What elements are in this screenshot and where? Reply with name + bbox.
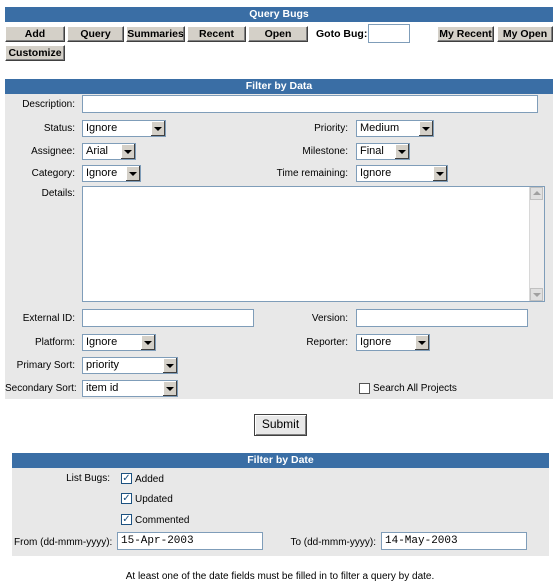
category-value: Ignore	[86, 167, 118, 179]
filter-by-data-header: Filter by Data	[5, 79, 553, 94]
updated-checkbox[interactable]: ✓	[122, 493, 131, 504]
time-remaining-select[interactable]	[356, 165, 448, 182]
to-date-label: To (dd-mmm-yyyy):	[290, 537, 376, 548]
chevron-down-icon[interactable]	[162, 381, 177, 396]
commented-label: Commented	[135, 515, 190, 526]
details-scrollbar[interactable]	[529, 187, 544, 301]
recent-button[interactable]: Recent	[187, 26, 246, 42]
milestone-label: Milestone:	[302, 146, 348, 157]
priority-label: Priority:	[314, 123, 348, 134]
from-date-label: From (dd-mmm-yyyy):	[14, 537, 113, 548]
priority-select[interactable]	[356, 120, 434, 137]
submit-button[interactable]: Submit	[254, 414, 307, 436]
list-bugs-label: List Bugs:	[66, 473, 110, 484]
reporter-value: Ignore	[360, 336, 392, 348]
chevron-down-icon[interactable]	[394, 144, 409, 159]
chevron-down-icon[interactable]	[432, 166, 447, 181]
search-all-projects-checkbox[interactable]	[359, 383, 370, 394]
query-button[interactable]: Query	[67, 26, 124, 42]
platform-label: Platform:	[34, 337, 75, 348]
assignee-value: Arial	[86, 145, 109, 157]
goto-bug-label: Goto Bug:	[316, 28, 368, 40]
chevron-down-icon[interactable]	[162, 358, 177, 373]
add-button[interactable]: Add	[5, 26, 65, 42]
reporter-select[interactable]	[356, 334, 430, 351]
from-date-input[interactable]: 15-Apr-2003	[117, 532, 263, 550]
chevron-down-icon[interactable]	[418, 121, 433, 136]
category-select[interactable]	[82, 165, 141, 182]
commented-checkbox[interactable]: ✓	[122, 514, 131, 525]
version-label: Version:	[311, 313, 348, 324]
platform-select[interactable]	[82, 334, 156, 351]
summaries-button[interactable]: Summaries	[127, 28, 184, 40]
open-button[interactable]: Open	[248, 26, 308, 42]
goto-bug-input[interactable]	[368, 24, 410, 43]
chevron-down-icon[interactable]	[120, 144, 135, 159]
reporter-label: Reporter:	[306, 337, 348, 348]
external-id-input[interactable]	[82, 309, 254, 327]
search-all-projects-label: Search All Projects	[373, 383, 457, 394]
my-recent-button[interactable]: My Recent	[437, 26, 494, 42]
milestone-value: Final	[360, 145, 384, 157]
priority-value: Medium	[360, 122, 400, 134]
scroll-down-icon[interactable]	[530, 288, 543, 301]
added-checkbox[interactable]: ✓	[122, 473, 131, 484]
customize-button[interactable]: Customize	[5, 45, 65, 61]
secondary-sort-value: item id	[86, 382, 119, 394]
query-bugs-header: Query Bugs	[5, 7, 553, 22]
scroll-up-icon[interactable]	[530, 187, 543, 200]
status-select[interactable]	[82, 120, 166, 137]
details-textarea[interactable]	[82, 186, 545, 302]
secondary-sort-label: Secondary Sort:	[5, 383, 77, 394]
filter-by-date-header: Filter by Date	[12, 453, 549, 468]
primary-sort-select[interactable]	[82, 357, 178, 374]
date-filter-note: At least one of the date fields must be filled in to filter a query by date.	[125, 571, 435, 582]
details-label: Details:	[41, 188, 75, 199]
description-input[interactable]	[82, 95, 538, 113]
version-input[interactable]	[356, 309, 528, 327]
chevron-down-icon[interactable]	[414, 335, 429, 350]
chevron-down-icon[interactable]	[150, 121, 165, 136]
to-date-input[interactable]: 14-May-2003	[381, 532, 527, 550]
assignee-select[interactable]	[82, 143, 136, 160]
description-label: Description:	[22, 99, 75, 110]
time-remaining-value: Ignore	[360, 167, 392, 179]
added-label: Added	[135, 474, 164, 485]
status-label: Status:	[43, 123, 75, 134]
primary-sort-value: priority	[86, 359, 120, 371]
primary-sort-label: Primary Sort:	[16, 360, 75, 371]
time-remaining-label: Time remaining:	[276, 168, 348, 179]
chevron-down-icon[interactable]	[140, 335, 155, 350]
platform-value: Ignore	[86, 336, 118, 348]
secondary-sort-select[interactable]	[82, 380, 178, 397]
milestone-select[interactable]	[356, 143, 410, 160]
my-open-button[interactable]: My Open	[497, 26, 553, 42]
category-label: Category:	[31, 168, 75, 179]
assignee-label: Assignee:	[31, 146, 75, 157]
chevron-down-icon[interactable]	[125, 166, 140, 181]
updated-label: Updated	[135, 494, 173, 505]
status-value: Ignore	[86, 122, 118, 134]
external-id-label: External ID:	[22, 313, 75, 324]
